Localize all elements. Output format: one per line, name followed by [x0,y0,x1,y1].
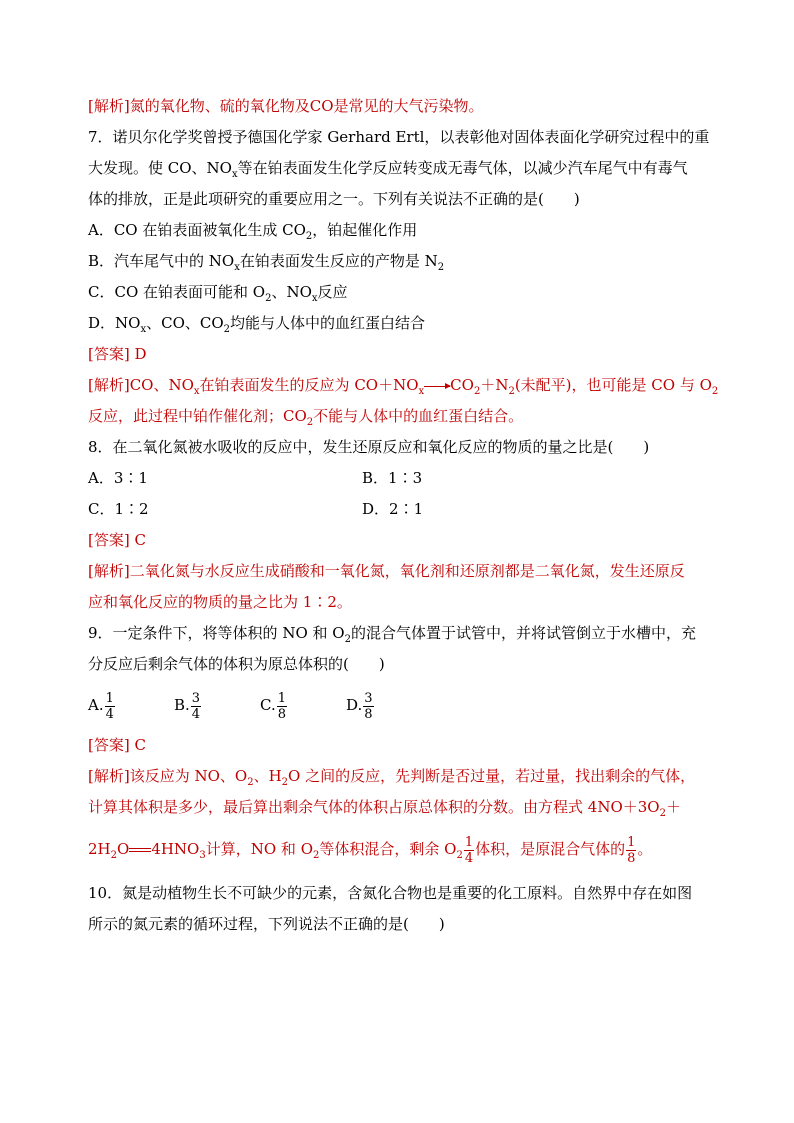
q9-analysis-text: 体积，是原混合气体的 [475,840,626,858]
numerator: 1 [627,834,636,850]
q7-option-b [88,251,444,274]
q7-analysis-text: ＋N [480,376,509,394]
subscript: 2 [344,634,351,645]
q9-stem-line1 [88,623,696,646]
subscript: 3 [199,850,206,861]
q7-analysis-text: 反应，此过程中铂作催化剂；CO [88,407,307,425]
subscript: 2 [305,231,313,242]
subscript: 2 [265,293,272,304]
q7-analysis-text: [解析]CO、NO [88,376,194,394]
q8-stem: 8．在二氧化氮被水吸收的反应中，发生还原反应和氧化反应的物质的量之比是( ) [88,438,650,456]
q9-stem-text: 9．一定条件下，将等体积的 NO 和 O [88,624,345,642]
q7-line2-part: 大发现。使 CO、NO [88,159,232,177]
subscript: 2 [110,850,117,861]
q9-analysis-line1 [88,766,695,789]
q7-analysis-line1 [88,375,718,398]
analysis-co: CO [309,97,334,115]
numerator: 3 [191,690,201,706]
subscript: 2 [313,850,320,861]
q7-analysis-text: 在铂表面发生的反应为 CO＋NO [199,376,419,394]
numerator: 1 [277,690,286,706]
analysis-label: [解析] [88,97,130,115]
q7-analysis-line2 [88,406,523,429]
q9-option-c [260,688,288,722]
subscript: 2 [508,386,515,397]
q7-analysis-text: CO [450,376,474,394]
q7-stem-line1: 7．诺贝尔化学奖曾授予德国化学家 Gerhard Ertl，以表彰他对固体表面化学研究过程中的重 [88,128,710,146]
q9-analysis-line3 [88,832,652,869]
denominator: 4 [191,706,201,722]
numerator: 1 [105,690,114,706]
q9-analysis-text: 。 [637,840,653,858]
q9-analysis-text: 2H [88,840,111,858]
subscript: 2 [456,850,463,861]
q9-analysis-text: 等体积混合，剩余 O [319,840,457,858]
q7-option-c-text: C．CO 在铂表面可能和 O [88,283,266,301]
subscript: 2 [223,324,231,335]
q8-option-a: A．3∶1 [88,469,148,487]
q7-stem-line2 [88,158,688,181]
q7-analysis-text: (未配平)，也可能是 CO 与 O [514,376,712,394]
q7-analysis-text: 不能与人体中的血红蛋白结合。 [313,407,524,425]
denominator: 8 [364,706,373,722]
q8-answer: [答案] C [88,531,146,549]
subscript: x [231,169,238,180]
subscript: x [140,324,147,335]
q7-option-c-text: 、NO [271,283,312,301]
q9-option-b [174,688,202,722]
q9-analysis-text: 4HNO [151,840,200,858]
q10-stem-line1: 10．氮是动植物生长不可缺少的元素，含氮化合物也是重要的化工原料。自然界中存在如图 [88,884,693,902]
q7-option-b-text: 在铂表面发生反应的产物是 N [239,252,438,270]
q7-option-c-text: 反应 [317,283,348,301]
q7-option-a-text: ，铂起催化作用 [312,221,418,239]
q9-options [88,688,373,722]
fraction [363,691,373,722]
q8-option-c: C．1∶2 [88,500,149,518]
q9-analysis-text: [解析]该反应为 NO、O [88,767,248,785]
q6-analysis [88,96,484,116]
subscript: x [418,386,425,397]
q8-analysis-line2: 应和氧化反应的物质的量之比为 1∶2。 [88,593,352,611]
analysis-text: 氮的氧化物、硫的氧化物及 [129,97,310,115]
q8-analysis-line1: [解析]二氧化氮与水反应生成硝酸和一氧化氮，氧化剂和还原剂都是二氧化氮，发生还原反 [88,562,685,580]
equals-sign [129,848,151,852]
fraction [105,691,115,722]
denominator: 4 [105,706,114,722]
q9-analysis-line2 [88,797,681,820]
q9-analysis-text: 计算其体积是多少，最后算出剩余气体的体积占原总体积的分数。由方程式 4NO＋3O [88,798,660,816]
analysis-tail: 是常见的大气污染物。 [333,97,484,115]
numerator: 1 [464,834,474,850]
subscript: 2 [659,808,666,819]
fraction [277,691,287,722]
q9-answer: [答案] C [88,736,146,754]
denominator: 8 [627,850,636,866]
fraction [191,691,201,722]
q8-options-row1 [88,468,423,488]
q7-option-a [88,220,417,243]
reaction-arrow [424,386,450,387]
q7-option-d-text: 均能与人体中的血红蛋白结合 [230,314,426,332]
subscript: 2 [437,262,445,273]
q9-option-d [346,688,375,722]
subscript: 2 [247,777,254,788]
q9-analysis-text: O 之间的反应，先判断是否过量，若过量，找出剩余的气体， [288,767,696,785]
q7-stem-line3: 体的排放，正是此项研究的重要应用之一。下列有关说法不正确的是( ) [88,190,580,208]
q7-option-b-text: B．汽车尾气中的 NO [88,252,235,270]
q9-stem-line2: 分反应后剩余气体的体积为原总体积的( ) [88,655,385,673]
q7-option-a-text: A．CO 在铂表面被氧化生成 CO [88,221,306,239]
numerator: 3 [364,690,373,706]
option-letter: B. [174,696,190,714]
q8-option-b: B．1∶3 [362,469,423,487]
subscript: 2 [281,777,289,788]
option-letter: D. [346,696,363,714]
q7-option-d-text: D．NO [88,314,141,332]
q9-option-a [88,690,116,722]
subscript: 2 [711,386,719,397]
q9-stem-text: 的混合气体置于试管中，并将试管倒立于水槽中，充 [350,624,696,642]
subscript: x [311,293,318,304]
q9-analysis-text: 计算，NO 和 O [205,840,313,858]
q7-answer: [答案] D [88,345,147,363]
q8-options-row2 [88,499,424,519]
denominator: 4 [464,850,474,866]
subscript: x [234,262,240,273]
option-letter: A. [88,696,104,714]
q7-option-d-text: 、CO、CO [146,314,224,332]
q9-analysis-text: 、H [253,767,282,785]
subscript: 2 [473,386,481,397]
denominator: 8 [277,706,286,722]
subscript: 2 [306,417,314,428]
q9-analysis-text: ＋ [665,798,681,816]
fraction [626,835,636,866]
q7-option-d [88,313,425,336]
q7-option-c [88,282,348,305]
q9-analysis-text: O [117,840,130,858]
q8-option-d: D．2∶1 [362,500,424,518]
q7-line2-part: 等在铂表面发生化学反应转变成无毒气体，以减少汽车尾气中有毒气 [237,159,688,177]
fraction [464,835,474,866]
q10-stem-line2: 所示的氮元素的循环过程，下列说法不正确的是( ) [88,915,445,933]
subscript: x [193,386,200,397]
option-letter: C. [260,696,276,714]
